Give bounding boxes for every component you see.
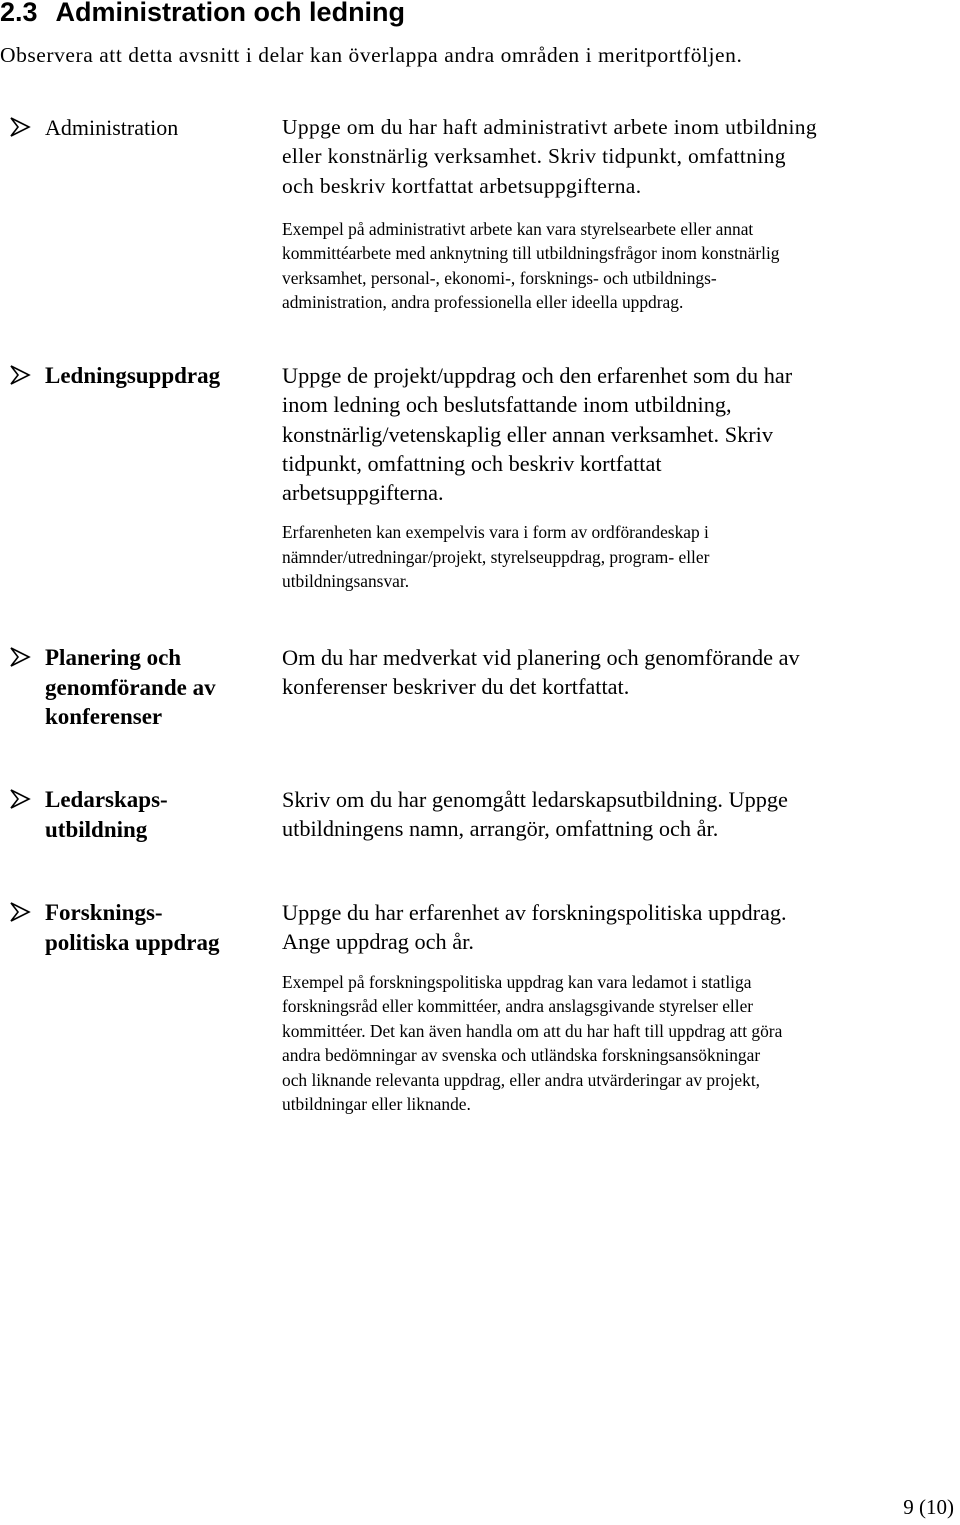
main-line: tidpunkt, omfattning och beskriv kortfattat — [282, 450, 662, 476]
note-line: Erfarenheten kan exempelvis vara i form av ordförandeskap i — [282, 522, 709, 543]
section-title: Administration och ledning — [55, 0, 406, 27]
main-line: Uppge du har erfarenhet av forskningspolitiska uppdrag. — [282, 900, 787, 925]
arrowhead-bullet-icon — [9, 902, 31, 922]
term-line: politiska uppdrag — [45, 929, 220, 955]
main-line: Ange uppdrag och år. — [282, 929, 474, 955]
arrowhead-bullet-icon — [9, 365, 31, 385]
main-line: Uppge om du har haft administrativt arbete inom utbildning — [282, 115, 817, 139]
main-line: konstnärlig/vetenskaplig eller annan verksamhet. Skriv — [282, 421, 774, 447]
term-administration — [45, 113, 275, 143]
intro-paragraph: Observera att detta avsnitt i delar kan överlappa andra områden i meritportföljen. — [0, 43, 743, 67]
term-line: Forsknings- — [45, 900, 163, 925]
term-line: utbildning — [45, 816, 148, 842]
page-number: 9 (10) — [903, 1495, 954, 1519]
main-line: eller konstnärlig verksamhet. Skriv tidpunkt, omfattning — [282, 144, 786, 169]
term-ledningsuppdrag — [45, 361, 275, 391]
arrowhead-bullet-icon — [9, 789, 31, 809]
term-label: Administration — [45, 115, 179, 140]
term-label: Ledningsuppdrag — [45, 363, 221, 388]
note-line: och liknande relevanta uppdrag, eller andra utvärderingar av projekt, — [282, 1069, 761, 1090]
note-line: kommittéarbete med anknytning till utbildningsfrågor inom konstnärlig — [282, 243, 780, 264]
section-heading — [0, 0, 405, 30]
term-line: Ledarskaps- — [45, 787, 168, 812]
description-forskningspolitiska — [282, 898, 952, 1117]
term-line: genomförande av — [45, 674, 216, 700]
description-planering — [282, 643, 952, 702]
main-line: Uppge de projekt/uppdrag och den erfarenhet som du har — [282, 363, 793, 388]
note-text — [282, 970, 952, 1117]
note-line: verksamhet, personal-, ekonomi-, forsknings- och utbildnings- — [282, 267, 717, 288]
main-line: Skriv om du har genomgått ledarskapsutbildning. Uppge — [282, 787, 788, 812]
main-line: och beskriv kortfattat arbetsuppgifterna. — [282, 173, 642, 198]
term-planering — [45, 643, 275, 732]
main-text — [282, 113, 952, 201]
main-text — [282, 898, 952, 957]
note-line: andra bedömningar av svenska och utländska forskningsansökningar — [282, 1045, 761, 1066]
main-line: inom ledning och beslutsfattande inom utbildning, — [282, 392, 732, 418]
main-line: konferenser beskriver du det kortfattat. — [282, 674, 630, 700]
arrowhead-bullet-icon — [9, 117, 31, 137]
description-administration — [282, 113, 952, 315]
term-line: konferenser — [45, 704, 163, 729]
note-text — [282, 520, 952, 594]
section-number: 2.3 — [0, 0, 38, 27]
main-text — [282, 643, 952, 702]
note-text — [282, 217, 952, 315]
note-line: nämnder/utredningar/projekt, styrelseuppdrag, program- eller — [282, 546, 710, 567]
main-line: utbildningens namn, arrangör, omfattning och år. — [282, 816, 719, 842]
arrowhead-bullet-icon — [9, 647, 31, 667]
note-line: Exempel på administrativt arbete kan vara styrelsearbete eller annat — [282, 218, 754, 239]
description-ledningsuppdrag — [282, 361, 952, 594]
main-line: arbetsuppgifterna. — [282, 480, 444, 506]
main-line: Om du har medverkat vid planering och genomförande av — [282, 645, 800, 670]
term-ledarskapsutbildning — [45, 785, 275, 844]
description-ledarskapsutbildning — [282, 785, 952, 844]
main-text — [282, 785, 952, 844]
term-line: Planering och — [45, 645, 182, 670]
note-line: Exempel på forskningspolitiska uppdrag kan vara ledamot i statliga — [282, 971, 752, 992]
note-line: kommittéer. Det kan även handla om att du har haft till uppdrag att göra — [282, 1020, 783, 1041]
term-forskningspolitiska — [45, 898, 275, 957]
note-line: forskningsråd eller kommittéer, andra anslagsgivande styrelser eller — [282, 996, 754, 1017]
main-text — [282, 361, 952, 507]
note-line: utbildningar eller liknande. — [282, 1094, 471, 1115]
note-line: utbildningsansvar. — [282, 571, 410, 592]
note-line: administration, andra professionella eller ideella uppdrag. — [282, 292, 684, 313]
